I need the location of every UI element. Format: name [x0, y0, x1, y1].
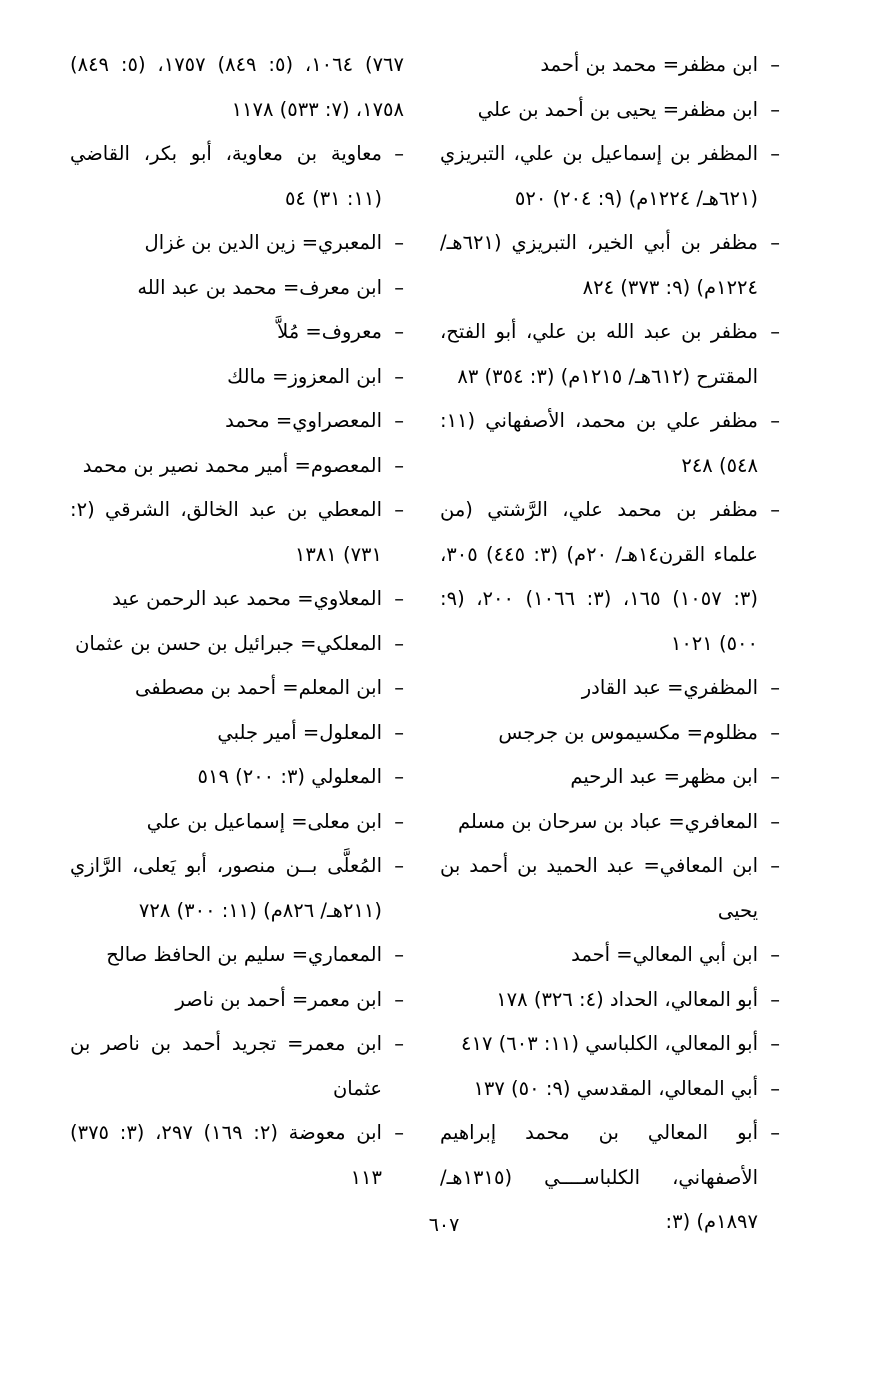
- index-entry: – أبو المعالي، الحداد (٤: ٣٢٦) ١٧٨: [440, 978, 780, 1023]
- index-entry: – ابن معمر= أحمد بن ناصر: [70, 978, 404, 1023]
- index-entry: – ابن مظهر= عبد الرحيم: [440, 755, 780, 800]
- index-entry: – المعلاوي= محمد عبد الرحمن عيد: [70, 577, 404, 622]
- index-entry: – المعصوم= أمير محمد نصير بن محمد: [70, 444, 404, 489]
- index-entry: – مظفر بن محمد علي، الرَّشتي (من علماء القرن١٤هـ/ ٢٠م) (٣: ٤٤٥) ٣٠٥، (٣: ١٠٥٧) ١٦٥، (٣: ١٠٦٦) ٢٠٠، (٩: ٥٠٠) ١٠٢١: [440, 488, 780, 666]
- index-entry-continuation: ٧٦٧) ١٠٦٤، (٥: ٨٤٩) ١٧٥٧، (٥: ٨٤٩) ١٧٥٨، (٧: ٥٣٣) ١١٧٨: [70, 53, 404, 121]
- index-entry: – مظفر علي بن محمد، الأصفهاني (١١: ٥٤٨) ٢٤٨: [440, 399, 780, 488]
- index-entry: – المعلولي (٣: ٢٠٠) ٥١٩: [70, 755, 404, 800]
- index-entry: – ابن معلى= إسماعيل بن علي: [70, 800, 404, 845]
- index-entry: – ابن معمر= تجريد أحمد بن ناصر بن عثمان: [70, 1022, 404, 1111]
- index-entry: – ابن معرف= محمد بن عبد الله: [70, 266, 404, 311]
- index-entry: – المعلكي= جبرائيل بن حسن بن عثمان: [70, 622, 404, 667]
- index-entry: – ابن مظفر= محمد بن أحمد: [440, 43, 780, 88]
- index-entry: – أبي المعالي، المقدسي (٩: ٥٠) ١٣٧: [440, 1067, 780, 1112]
- index-entry: – المعماري= سليم بن الحافظ صالح: [70, 933, 404, 978]
- index-entry: – ابن أبي المعالي= أحمد: [440, 933, 780, 978]
- index-entry: – ابن المعلم= أحمد بن مصطفى: [70, 666, 404, 711]
- left-column: [70, 43, 404, 1200]
- index-entry: – معاوية بن معاوية، أبو بكر، القاضي (١١: ٣١) ٥٤: [70, 132, 404, 221]
- index-entry: – أبو المعالي، الكلباسي (١١: ٦٠٣) ٤١٧: [440, 1022, 780, 1067]
- index-entry: – المظفر بن إسماعيل بن علي، التبريزي (٦٢١هـ/ ١٢٢٤م) (٩: ٢٠٤) ٥٢٠: [440, 132, 780, 221]
- index-entry: – المُعلَّى بــن منصور، أبو يَعلى، الرَّازي (٢١١هـ/ ٨٢٦م) (١١: ٣٠٠) ٧٢٨: [70, 844, 404, 933]
- page-number: ٦٠٧: [428, 1214, 460, 1236]
- index-entry: – أبو المعالي بن محمد إبراهيم الأصفهاني، الكلباســــي (١٣١٥هـ/ ١٨٩٧م) (٣:: [440, 1111, 780, 1245]
- index-entry: – ابن مظفر= يحيى بن أحمد بن علي: [440, 88, 780, 133]
- index-entry: – مظفر بن عبد الله بن علي، أبو الفتح، المقترح (٦١٢هـ/ ١٢١٥م) (٣: ٣٥٤) ٨٣: [440, 310, 780, 399]
- index-entry: – ابن معوضة (٢: ١٦٩) ٢٩٧، (٣: ٣٧٥) ١١٣: [70, 1111, 404, 1200]
- index-entry: – المظفري= عبد القادر: [440, 666, 780, 711]
- index-entry: – ابن المعافي= عبد الحميد بن أحمد بن يحيى: [440, 844, 780, 933]
- index-entry: – المعافري= عباد بن سرحان بن مسلم: [440, 800, 780, 845]
- index-entry: – المعبري= زين الدين بن غزال: [70, 221, 404, 266]
- index-entry: – مظلوم= مكسيموس بن جرجس: [440, 711, 780, 756]
- index-entry: – مظفر بن أبي الخير، التبريزي (٦٢١هـ/ ١٢٢٤م) (٩: ٣٧٣) ٨٢٤: [440, 221, 780, 310]
- index-entry: – معروف= مُلاَّ: [70, 310, 404, 355]
- right-column: [440, 43, 780, 1245]
- index-entry: – ابن المعزوز= مالك: [70, 355, 404, 400]
- index-entry: – المعطي بن عبد الخالق، الشرقي (٢: ٧٣١) ١٣٨١: [70, 488, 404, 577]
- index-entry: – المعلول= أمير جلبي: [70, 711, 404, 756]
- index-entry: – المعصراوي= محمد: [70, 399, 404, 444]
